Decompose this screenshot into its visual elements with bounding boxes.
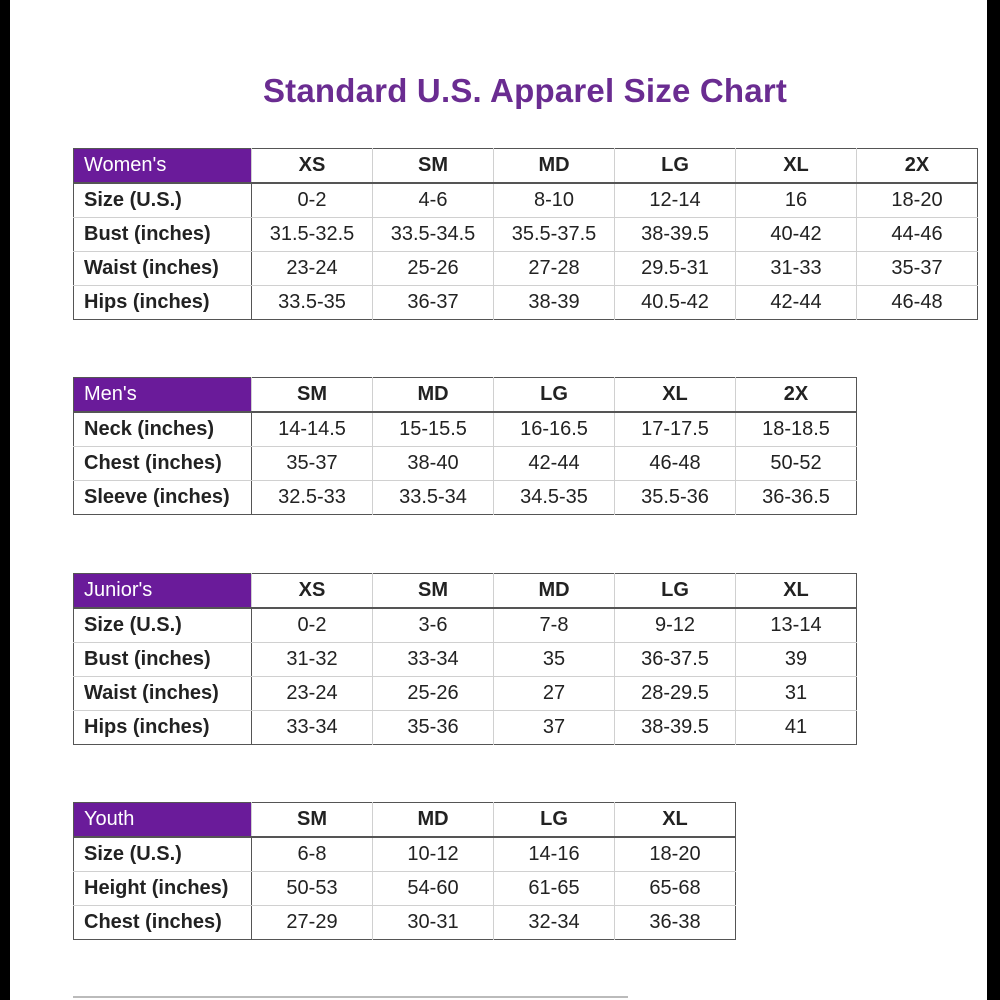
table-row xyxy=(74,183,978,218)
size-header: SM xyxy=(373,574,494,609)
measurement-cell: 13-14 xyxy=(736,608,857,643)
measurement-cell: 18-18.5 xyxy=(736,412,857,447)
row-label: Chest (inches) xyxy=(74,447,252,481)
measurement-cell: 27-29 xyxy=(252,906,373,940)
size-header: MD xyxy=(494,149,615,184)
measurement-cell: 38-39.5 xyxy=(615,711,736,745)
size-header: SM xyxy=(252,803,373,838)
measurement-cell: 18-20 xyxy=(615,837,736,872)
size-header: MD xyxy=(373,803,494,838)
table-row xyxy=(74,906,736,940)
measurement-cell: 18-20 xyxy=(857,183,978,218)
measurement-cell: 42-44 xyxy=(494,447,615,481)
measurement-cell: 38-39.5 xyxy=(615,218,736,252)
table-row xyxy=(74,872,736,906)
measurement-cell: 33.5-34 xyxy=(373,481,494,515)
table-row xyxy=(74,481,857,515)
measurement-cell: 4-6 xyxy=(373,183,494,218)
section-label: Men's xyxy=(74,378,252,413)
measurement-cell: 23-24 xyxy=(252,677,373,711)
measurement-cell: 0-2 xyxy=(252,183,373,218)
size-header: XL xyxy=(615,803,736,838)
measurement-cell: 36-37.5 xyxy=(615,643,736,677)
row-label: Chest (inches) xyxy=(74,906,252,940)
measurement-cell: 16 xyxy=(736,183,857,218)
measurement-cell: 31 xyxy=(736,677,857,711)
measurement-cell: 9-12 xyxy=(615,608,736,643)
measurement-cell: 12-14 xyxy=(615,183,736,218)
measurement-cell: 50-52 xyxy=(736,447,857,481)
size-header: XL xyxy=(736,574,857,609)
row-label: Size (U.S.) xyxy=(74,608,252,643)
measurement-cell: 17-17.5 xyxy=(615,412,736,447)
measurement-cell: 35.5-37.5 xyxy=(494,218,615,252)
measurement-cell: 36-37 xyxy=(373,286,494,320)
measurement-cell: 25-26 xyxy=(373,677,494,711)
juniors-size-table xyxy=(73,573,857,745)
measurement-cell: 34.5-35 xyxy=(494,481,615,515)
measurement-cell: 16-16.5 xyxy=(494,412,615,447)
measurement-cell: 25-26 xyxy=(373,252,494,286)
measurement-cell: 33-34 xyxy=(373,643,494,677)
measurement-cell: 65-68 xyxy=(615,872,736,906)
measurement-cell: 42-44 xyxy=(736,286,857,320)
row-label: Height (inches) xyxy=(74,872,252,906)
measurement-cell: 38-40 xyxy=(373,447,494,481)
row-label: Bust (inches) xyxy=(74,643,252,677)
row-label: Size (U.S.) xyxy=(74,183,252,218)
measurement-cell: 50-53 xyxy=(252,872,373,906)
table-row xyxy=(74,837,736,872)
table-row xyxy=(74,711,857,745)
measurement-cell: 35-37 xyxy=(252,447,373,481)
row-label: Size (U.S.) xyxy=(74,837,252,872)
measurement-cell: 41 xyxy=(784,716,808,738)
size-header: 2X xyxy=(736,378,857,413)
measurement-cell: 6-8 xyxy=(252,837,373,872)
measurement-cell: 33-34 xyxy=(252,711,373,745)
measurement-cell: 36-36.5 xyxy=(762,486,830,508)
table-header-row xyxy=(74,574,857,609)
table-header-row xyxy=(74,149,978,184)
table-row xyxy=(74,218,978,252)
size-header: MD xyxy=(494,574,615,609)
measurement-cell: 33.5-34.5 xyxy=(373,218,494,252)
measurement-cell: 31.5-32.5 xyxy=(252,218,373,252)
size-header: MD xyxy=(373,378,494,413)
measurement-cell: 23-24 xyxy=(252,252,373,286)
measurement-cell: 32.5-33 xyxy=(252,481,373,515)
measurement-cell: 37 xyxy=(494,711,615,745)
measurement-cell: 15-15.5 xyxy=(373,412,494,447)
row-label: Bust (inches) xyxy=(74,218,252,252)
size-chart-page xyxy=(10,0,987,1000)
measurement-cell: 8-10 xyxy=(494,183,615,218)
measurement-cell: 39 xyxy=(736,643,857,677)
size-header: LG xyxy=(494,803,615,838)
page-title: Standard U.S. Apparel Size Chart xyxy=(262,72,788,109)
size-header: SM xyxy=(373,149,494,184)
measurement-cell: 46-48 xyxy=(615,447,736,481)
size-header: LG xyxy=(494,378,615,413)
table-row xyxy=(74,286,978,320)
measurement-cell: 28-29.5 xyxy=(615,677,736,711)
measurement-cell: 14-16 xyxy=(494,837,615,872)
measurement-cell: 35-37 xyxy=(857,252,978,286)
measurement-cell: 30-31 xyxy=(373,906,494,940)
measurement-cell: 40-42 xyxy=(736,218,857,252)
table-row xyxy=(74,677,857,711)
table-row xyxy=(74,447,857,481)
size-header: XS xyxy=(252,574,373,609)
table-row xyxy=(74,252,978,286)
row-label: Hips (inches) xyxy=(74,286,252,320)
size-header: SM xyxy=(252,378,373,413)
womens-size-table xyxy=(73,148,978,320)
measurement-cell: 35-36 xyxy=(373,711,494,745)
measurement-cell: 31-33 xyxy=(736,252,857,286)
table-row xyxy=(74,643,857,677)
measurement-cell: 0-2 xyxy=(252,608,373,643)
table-header-row xyxy=(74,378,857,413)
measurement-cell: 3-6 xyxy=(373,608,494,643)
measurement-cell: 46-48 xyxy=(891,291,943,313)
mens-size-table xyxy=(73,377,857,515)
measurement-cell: 35 xyxy=(494,643,615,677)
table-row xyxy=(74,412,857,447)
measurement-cell: 54-60 xyxy=(373,872,494,906)
table-row xyxy=(74,608,857,643)
section-label: Junior's xyxy=(74,574,252,609)
measurement-cell: 44-46 xyxy=(857,218,978,252)
measurement-cell: 10-12 xyxy=(373,837,494,872)
measurement-cell: 38-39 xyxy=(494,286,615,320)
measurement-cell: 61-65 xyxy=(494,872,615,906)
row-label: Waist (inches) xyxy=(74,252,252,286)
row-label: Hips (inches) xyxy=(74,711,252,745)
table-header-row xyxy=(74,803,736,838)
size-header: LG xyxy=(615,574,736,609)
row-label: Sleeve (inches) xyxy=(74,481,252,515)
row-label: Waist (inches) xyxy=(74,677,252,711)
measurement-cell: 31-32 xyxy=(252,643,373,677)
measurement-cell: 14-14.5 xyxy=(252,412,373,447)
size-header: XL xyxy=(615,378,736,413)
measurement-cell: 36-38 xyxy=(649,911,701,933)
row-label: Neck (inches) xyxy=(74,412,252,447)
size-header: 2X xyxy=(857,149,978,184)
measurement-cell: 27 xyxy=(494,677,615,711)
measurement-cell: 29.5-31 xyxy=(615,252,736,286)
measurement-cell: 40.5-42 xyxy=(615,286,736,320)
measurement-cell: 33.5-35 xyxy=(252,286,373,320)
measurement-cell: 7-8 xyxy=(494,608,615,643)
size-header: XS xyxy=(252,149,373,184)
size-header: LG xyxy=(615,149,736,184)
section-label: Youth xyxy=(74,803,252,838)
size-header: XL xyxy=(736,149,857,184)
bottom-divider xyxy=(73,996,628,998)
measurement-cell: 32-34 xyxy=(494,906,615,940)
section-label: Women's xyxy=(74,149,252,184)
measurement-cell: 35.5-36 xyxy=(615,481,736,515)
measurement-cell: 27-28 xyxy=(494,252,615,286)
youth-size-table xyxy=(73,802,736,940)
